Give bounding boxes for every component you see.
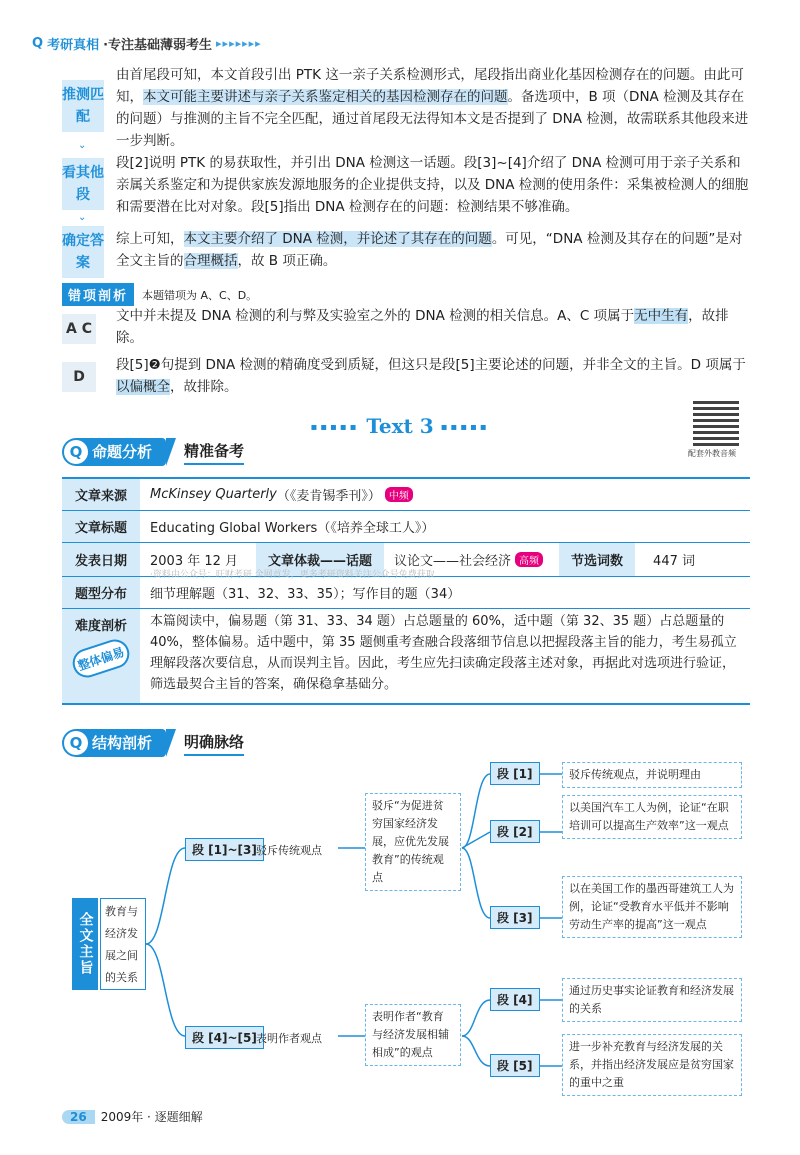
diagram-para-4: 段 [4] [490,988,540,1011]
top-header [32,34,262,53]
diagram-group-2-label: 表明作者观点 [256,1032,322,1045]
diagram-para-1: 段 [1] [490,762,540,785]
chevron-down-icon: ⌄ [78,140,87,151]
brand-subtitle: ·专注基础薄弱考生 [103,38,213,53]
step-1-text: 由首尾段可知，本文首段引出 PTK 这一亲子关系检测形式，尾段指出商业化基因检测存在的问题。由此可知，本文可能主要讲述与亲子关系鉴定相关的基因检测存在的问题。备选项中，B 项（DNA 检测及其存在的问题）与推测的主旨不完全匹配，通过首尾段无法得知本文是否提到了 DNA 检测，故需联系其他段来进一步判断。 [116,67,749,149]
search-icon: Q [64,731,88,755]
diagram-root: 全文主旨 [72,898,98,990]
search-icon: Q [64,440,88,464]
diagram-para-5: 段 [5] [490,1054,540,1077]
frequency-badge: 中频 [385,487,413,502]
qr-label: 配套外教音频 [688,449,736,458]
option-d-box: D [62,362,96,392]
text3-heading: ▪▪▪▪▪ Text 3 ▪▪▪▪▪ [310,414,490,438]
header-arrows: ▸▸▸▸▸▸▸ [216,37,262,50]
table-row: 文章标题 Educating Global Workers（《培养全球工人》） [62,511,750,543]
footer [62,1108,203,1125]
step-3-text: 综上可知，本文主要介绍了 DNA 检测，并论述了其存在的问题。可见，“DNA 检测及其存在的问题”是对全文主旨的合理概括，故 B 项正确。 [116,231,743,269]
diagram-para-3-desc: 以在美国工作的墨西哥建筑工人为例，论证“受教育水平低并不影响劳动生产率的提高”这一观点 [562,876,742,938]
diagram-group-2: 段 [4]~[5] [185,1026,264,1049]
search-icon: Q [32,36,44,51]
diagram-para-4-desc: 通过历史事实论证教育和经济发展的关系 [562,978,742,1022]
table-row: 发表日期 2003 年 12 月 文章体裁——话题 议论文——社会经济 高频 节选词数 447 词 [62,543,750,577]
page-number: 26 [62,1110,95,1124]
difficulty-stamp: 整体偏易 [69,636,133,682]
option-ac-text: 文中并未提及 DNA 检测的利与弊及实验室之外的 DNA 检测的相关信息。A、C 项属于无中生有，故排除。 [116,308,729,346]
table-row: 文章来源 McKinsey Quarterly （《麦肯锡季刊》） 中频 [62,479,750,511]
diagram-para-2: 段 [2] [490,820,540,843]
error-analysis-title: 错项剖析 [62,283,134,306]
section-structure-subtitle: 明确脉络 [184,731,244,756]
diagram-group-1-label: 驳斥传统观点 [256,844,322,857]
chevron-down-icon: ⌄ [78,212,87,223]
tag-queding: 确定答案 [62,226,104,278]
tag-kanqi: 看其他段 [62,158,104,210]
diagram-group-2-desc: 表明作者“教育与经济发展相辅相成”的观点 [365,1004,461,1066]
diagram-para-3: 段 [3] [490,906,540,929]
info-table [62,477,750,705]
table-row: 题型分布 细节理解题（31、32、33、35）；写作目的题（34） [62,577,750,609]
brand-logo: 考研真相 [47,38,100,53]
section-structure-header: Q 结构剖析 明确脉络 [62,729,244,757]
watermark: ·资料由公众号：旺财考研 全网首发，更多考研资料关注公众号免费获取 [150,570,435,580]
diagram-group-1: 段 [1]~[3] [185,838,264,861]
diagram-para-1-desc: 驳斥传统观点，并说明理由 [562,762,742,788]
diagram-para-2-desc: 以美国汽车工人为例，论证“在职培训可以提高生产效率”这一观点 [562,795,742,839]
section-analysis-subtitle: 精准备考 [184,440,244,465]
footer-title: 2009年 · 逐题细解 [100,1110,203,1124]
table-row: 难度剖析 整体偏易 本篇阅读中，偏易题（第 31、33、34 题）占总题量的 60%，适中题（第 32、35 题）占总题量的 40%，整体偏易。适中题中，第 35 题侧重考查融合段落细节信息以把握段落主旨的能力，考生易孤立理解段落次要信息，从而误判主旨。因此，考生应先扫读确定段落主述对象，再据此对选项进行验证，筛选最契合主旨的答案，确保稳拿基础分。 [62,609,750,703]
diagram-root-text: 教育与经济发展之间的关系 [100,898,146,990]
error-analysis-note: 本题错项为 A、C、D。 [142,288,258,302]
option-ac-box: A C [62,314,96,344]
tag-tuice: 推测匹配 [62,80,104,132]
step-2-text: 段[2]说明 PTK 的易获取性，并引出 DNA 检测这一话题。段[3]~[4]介绍了 DNA 检测可用于亲子关系和亲属关系鉴定和为提供家族发源地服务的企业提供支持，以及 DNA 检测的使用条件：采集被检测人的细胞和需要潜在比对对象。段[5]指出 DNA 检测存在的问题：检测结果不够准确。 [116,155,749,215]
error-analysis-header [62,283,257,306]
diagram-para-5-desc: 进一步补充教育与经济发展的关系，并指出经济发展应是贫穷国家的重中之重 [562,1034,742,1096]
diagram-group-1-desc: 驳斥“为促进贫穷国家经济发展，应优先发展教育”的传统观点 [365,793,461,891]
option-d-text: 段[5]❷句提到 DNA 检测的精确度受到质疑，但这只是段[5]主要论述的问题，并非全文的主旨。D 项属于以偏概全，故排除。 [116,357,746,395]
qr-code-icon[interactable] [693,400,739,446]
section-analysis-header: Q 命题分析 精准备考 [62,438,244,466]
